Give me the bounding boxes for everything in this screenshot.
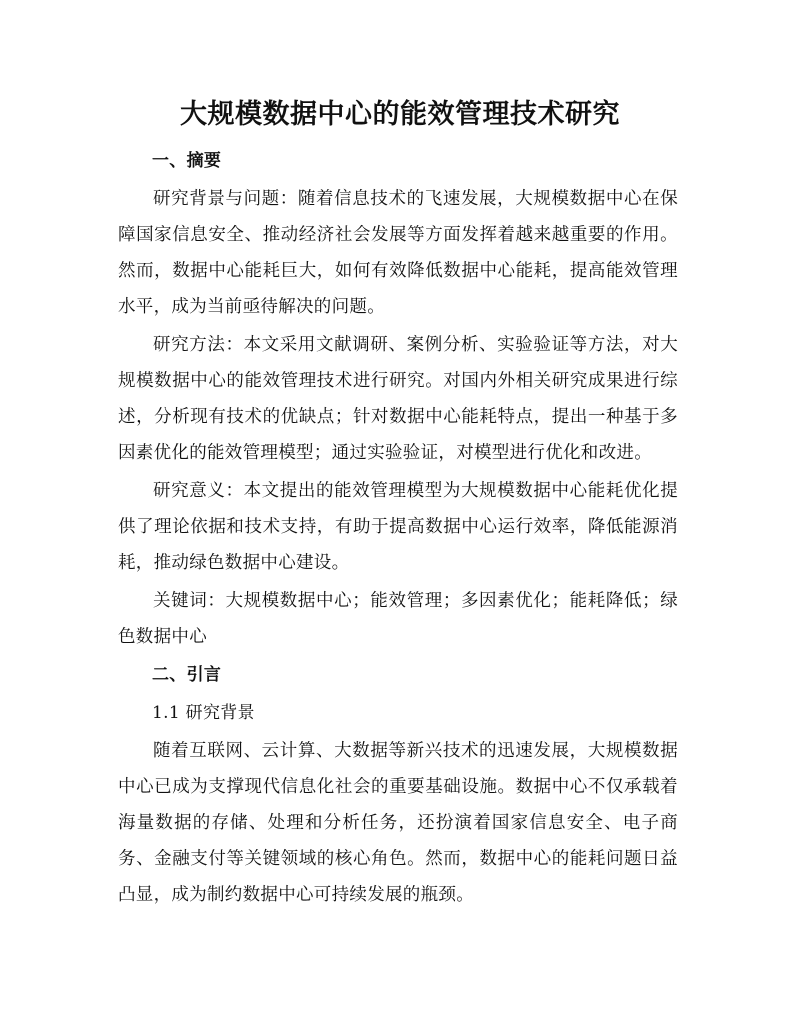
- section-heading-introduction: 二、引言: [152, 665, 222, 685]
- introduction-paragraph: 随着互联网、云计算、大数据等新兴技术的迅速发展，大规模数据中心已成为支撑现代信息化社会的重要基础设施。数据中心不仅承载着海量数据的存储、处理和分析任务，还扮演着国家信息安全、电子商务、金融支付等关键领域的核心角色。然而，数据中心的能耗问题日益凸显，成为制约数据中心可持续发展的瓶颈。: [118, 741, 678, 905]
- abstract-method-paragraph: 研究方法：本文采用文献调研、案例分析、实验验证等方法，对大规模数据中心的能效管理技术进行研究。对国内外相关研究成果进行综述，分析现有技术的优缺点；针对数据中心能耗特点，提出一种基于多因素优化的能效管理模型；通过实验验证，对模型进行优化和改进。: [118, 335, 678, 463]
- section-heading-abstract: 一、摘要: [152, 151, 222, 171]
- abstract-background-paragraph: 研究背景与问题：随着信息技术的飞速发展，大规模数据中心在保障国家信息安全、推动经济社会发展等方面发挥着越来越重要的作用。然而，数据中心能耗巨大，如何有效降低数据中心能耗，提高能效管理水平，成为当前亟待解决的问题。: [118, 189, 678, 317]
- abstract-significance-paragraph: 研究意义：本文提出的能效管理模型为大规模数据中心能耗优化提供了理论依据和技术支持，有助于提高数据中心运行效率，降低能源消耗，推动绿色数据中心建设。: [118, 481, 678, 573]
- keywords-paragraph: 关键词：大规模数据中心；能效管理；多因素优化；能耗降低；绿色数据中心: [118, 591, 678, 647]
- subsection-heading-research-background: 1.1 研究背景: [152, 703, 255, 723]
- document-title: 大规模数据中心的能效管理技术研究: [180, 99, 620, 130]
- document-body: [118, 143, 678, 915]
